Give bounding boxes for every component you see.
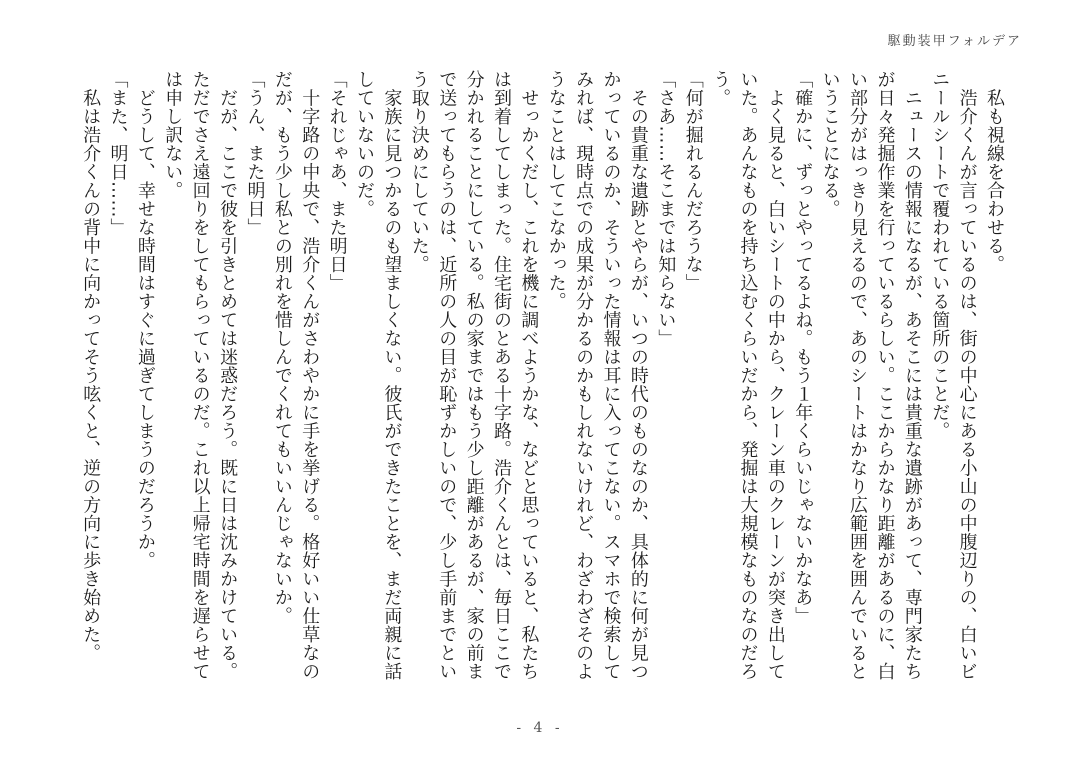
text-line: いうことになる。 [819, 70, 841, 218]
text-line: は申し訳ない。 [162, 70, 184, 200]
text-line: 「うん、また明日」 [244, 70, 266, 237]
text-line: だが、ここで彼を引きとめては迷惑だろう。既に日は沈みかけている。 [217, 70, 239, 681]
text-line: 「また、明日……」 [107, 70, 129, 237]
text-line: その貴重な遺跡とやらが、いつの時代のものなのか、具体的に何が見つ [627, 70, 649, 681]
text-line: だが、もう少し私との別れを惜しんでくれてもいいんじゃないか。 [271, 70, 293, 625]
text-line: は到着してしまった。住宅街のとある十字路。浩介くんとは、毎日ここで [490, 70, 512, 681]
text-line: みれば、現時点での成果が分かるのかもしれないけれど、わざわざそのよ [573, 70, 595, 681]
text-line: う。 [710, 70, 732, 107]
text-line: 私は浩介くんの背中に向かってそう呟くと、逆の方向に歩き始めた。 [80, 70, 102, 662]
text-line: ニュースの情報になるが、あそこには貴重な遺跡があって、専門家たち [901, 70, 923, 681]
text-line: で送ってもらうのは、近所の人の目が恥ずかしいので、少し手前までとい [436, 70, 458, 681]
text-line: が日々発掘作業を行っているらしい。ここからかなり距離があるのに、白 [874, 70, 896, 681]
text-line: どうして、幸せな時間はすぐに過ぎてしまうのだろうか。 [134, 70, 156, 570]
text-line: 分かれることにしている。私の家まではもう少し距離があるが、家の前ま [463, 70, 485, 681]
text-line: いた。あんなものを持ち込むくらいだから、発掘は大規模なものなのだろ [737, 70, 759, 681]
text-line: 浩介くんが言っているのは、街の中心にある小山の中腹辺りの、白いビ [956, 70, 978, 681]
text-line: せっかくだし、これを機に調べようかな、などと思っていると、私たち [518, 70, 540, 681]
page-number: - 4 - [516, 720, 564, 736]
text-line: 私も視線を合わせる。 [984, 70, 1005, 274]
text-line: う取り決めにしていた。 [408, 70, 430, 274]
text-line: 「確かに、ずっとやってるよね。もう１年くらいじゃないかなあ」 [792, 70, 814, 625]
text-line: ただでさえ遠回りをしてもらっているのだ。これ以上帰宅時間を遅らせて [189, 70, 211, 681]
text-line: うなことはしてこなかった。 [545, 70, 567, 311]
text-line: ニールシートで覆われている箇所のことだ。 [929, 70, 951, 440]
text-line: 家族に見つかるのも望ましくない。彼氏ができたことを、まだ両親に話 [381, 70, 403, 681]
text-line: 十字路の中央で、浩介くんがさわやかに手を挙げる。格好いい仕草なの [299, 70, 321, 681]
text-line: 「それじゃあ、また明日」 [326, 70, 348, 292]
running-header-title: 駆動装甲フォルデア [887, 34, 1022, 49]
text-line: していないのだ。 [354, 70, 376, 218]
text-line: かっているのか、そういった情報は耳に入ってこない。スマホで検索して [600, 70, 622, 681]
text-line: い部分がはっきり見えるので、あのシートはかなり広範囲を囲んでいると [847, 70, 869, 681]
text-line: 「さあ……そこまでは知らない」 [655, 70, 677, 348]
text-line: 「何が掘れるんだろうな」 [682, 70, 704, 292]
text-line: よく見ると、白いシートの中から、クレーン車のクレーンが突き出して [764, 70, 786, 681]
vertical-body-text [77, 70, 1008, 695]
